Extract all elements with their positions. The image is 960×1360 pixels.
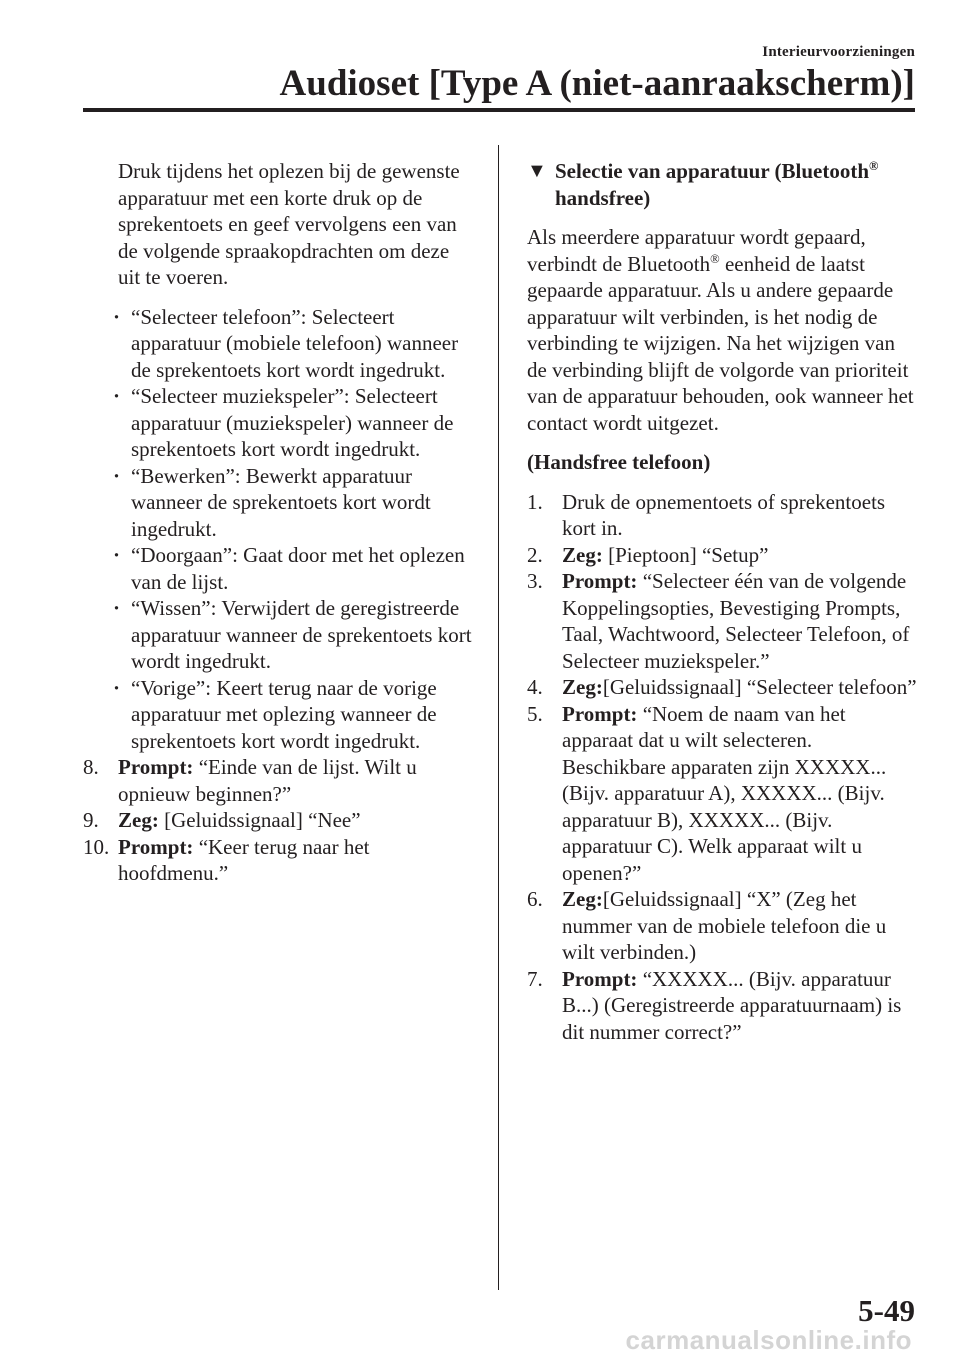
title-rule (83, 108, 915, 112)
registered-mark: ® (710, 251, 720, 266)
subheading: (Handsfree telefoon) (527, 450, 711, 474)
paragraph-text-end: eenheid de laatst gepaarde apparatuur. Als u andere gepaarde apparatuur wilt verbinden, is het nodig de verbinding te wijzigen. Na het wijzigen van de verbinding blijft de volgorde van prioriteit van de apparatuur behouden, ook wanneer het contact wordt uitgezet. (527, 251, 914, 435)
right-column (527, 158, 917, 1045)
step-text: [Geluidssignaal] “Selecteer telefoon” (602, 675, 917, 699)
list-item: · “Selecteer muziekspeler”: Selecteert apparatuur (muziekspeler) wanneer de sprekentoets kort wordt ingedrukt. (131, 383, 473, 463)
step-text: [Geluidssignaal] “Nee” (158, 808, 361, 832)
step-number: 3. (527, 569, 543, 593)
step-keyword: Zeg: (562, 675, 603, 699)
step-item (527, 542, 917, 569)
step-item (527, 674, 917, 701)
step-text: “Keer terug naar het hoofdmenu.” (118, 834, 370, 885)
list-item: · “Wissen”: Verwijdert de geregistreerde apparatuur wanneer de sprekentoets kort wordt ingedrukt. (131, 595, 473, 675)
step-number: 2. (527, 542, 543, 567)
list-item: · “Selecteer telefoon”: Selecteert apparatuur (mobiele telefoon) wanneer de sprekentoets kort wordt ingedrukt. (131, 304, 473, 384)
step-item (527, 489, 917, 542)
heading-text: Selectie van apparatuur (Bluetooth (555, 159, 870, 183)
step-text: “Einde van de lijst. Wilt u opnieuw beginnen?” (118, 755, 417, 806)
step-item (527, 966, 917, 1046)
voice-command-list (83, 304, 473, 755)
step-item (83, 754, 473, 807)
step-keyword: Zeg: (118, 808, 159, 832)
section-label: Interieurvoorzieningen (762, 44, 915, 60)
step-keyword: Prompt: (562, 701, 638, 726)
step-text: “Noem de naam van het apparaat dat u wilt selecteren. Beschikbare apparaten zijn XXXXX... (Bijv. apparatuur A), XXXXX... (Bijv. apparatuur B), XXXXX... (Bijv. apparatuur C). Welk apparaat wilt u openen?” (562, 701, 887, 885)
intro-paragraph: Druk tijdens het oplezen bij de gewenste apparatuur met een korte druk op de sprekentoets en geef vervolgens een van de volgende spraakopdrachten om deze uit te voeren. (118, 159, 460, 289)
step-item (83, 807, 473, 834)
step-number: 6. (527, 887, 543, 911)
step-number: 7. (527, 966, 543, 991)
list-item: · “Vorige”: Keert terug naar de vorige apparatuur met oplezing wanneer de sprekentoets kort wordt ingedrukt. (131, 675, 473, 755)
step-keyword: Zeg: (562, 887, 603, 911)
step-text: [Pieptoon] “Setup” (602, 542, 769, 567)
step-number: 1. (527, 489, 543, 514)
column-divider (498, 145, 499, 1290)
step-number: 5. (527, 701, 543, 726)
registered-mark: ® (869, 159, 879, 173)
step-item (527, 568, 917, 674)
page-number: 5-49 (858, 1293, 915, 1328)
left-column (83, 158, 473, 887)
step-number: 10. (83, 834, 110, 859)
step-number: 8. (83, 755, 99, 779)
step-number: 9. (83, 808, 99, 832)
description-paragraph (527, 224, 917, 436)
list-item: · “Doorgaan”: Gaat door met het oplezen van de lijst. (131, 542, 473, 595)
step-item (527, 886, 917, 966)
step-list (527, 489, 917, 1046)
watermark: carmanualsonline.info (625, 1325, 912, 1355)
heading-text-end: handsfree) (555, 185, 651, 210)
step-text: [Geluidssignaal] “X” (Zeg het nummer van de mobiele telefoon die u wilt verbinden.) (562, 887, 887, 964)
paragraph-text: Als meerdere apparatuur wordt gepaard, verbindt de Bluetooth (527, 225, 866, 276)
step-keyword: Prompt: (118, 755, 194, 779)
triangle-down-icon: ▼ (527, 160, 547, 182)
step-text: Druk de opnementoets of sprekentoets kort in. (562, 489, 886, 540)
step-keyword: Prompt: (562, 966, 638, 991)
step-item (527, 701, 917, 887)
step-text: “XXXXX... (Bijv. apparatuur B...) (Geregistreerde apparatuurnaam) is dit nummer correct?” (562, 966, 902, 1044)
step-keyword: Prompt: (562, 569, 638, 593)
section-heading (527, 158, 917, 211)
step-list (83, 754, 473, 887)
step-text: “Selecteer één van de volgende Koppelingsopties, Bevestiging Prompts, Taal, Wachtwoord, Selecteer Telefoon, of Selecteer muziekspeler.” (562, 569, 910, 673)
step-keyword: Prompt: (118, 834, 194, 859)
list-item: · “Bewerken”: Bewerkt apparatuur wanneer de sprekentoets kort wordt ingedrukt. (131, 463, 473, 543)
step-number: 4. (527, 675, 543, 699)
step-keyword: Zeg: (562, 542, 603, 567)
page-title: Audioset [Type A (niet-aanraakscherm)] (279, 63, 915, 104)
step-item (83, 834, 473, 887)
